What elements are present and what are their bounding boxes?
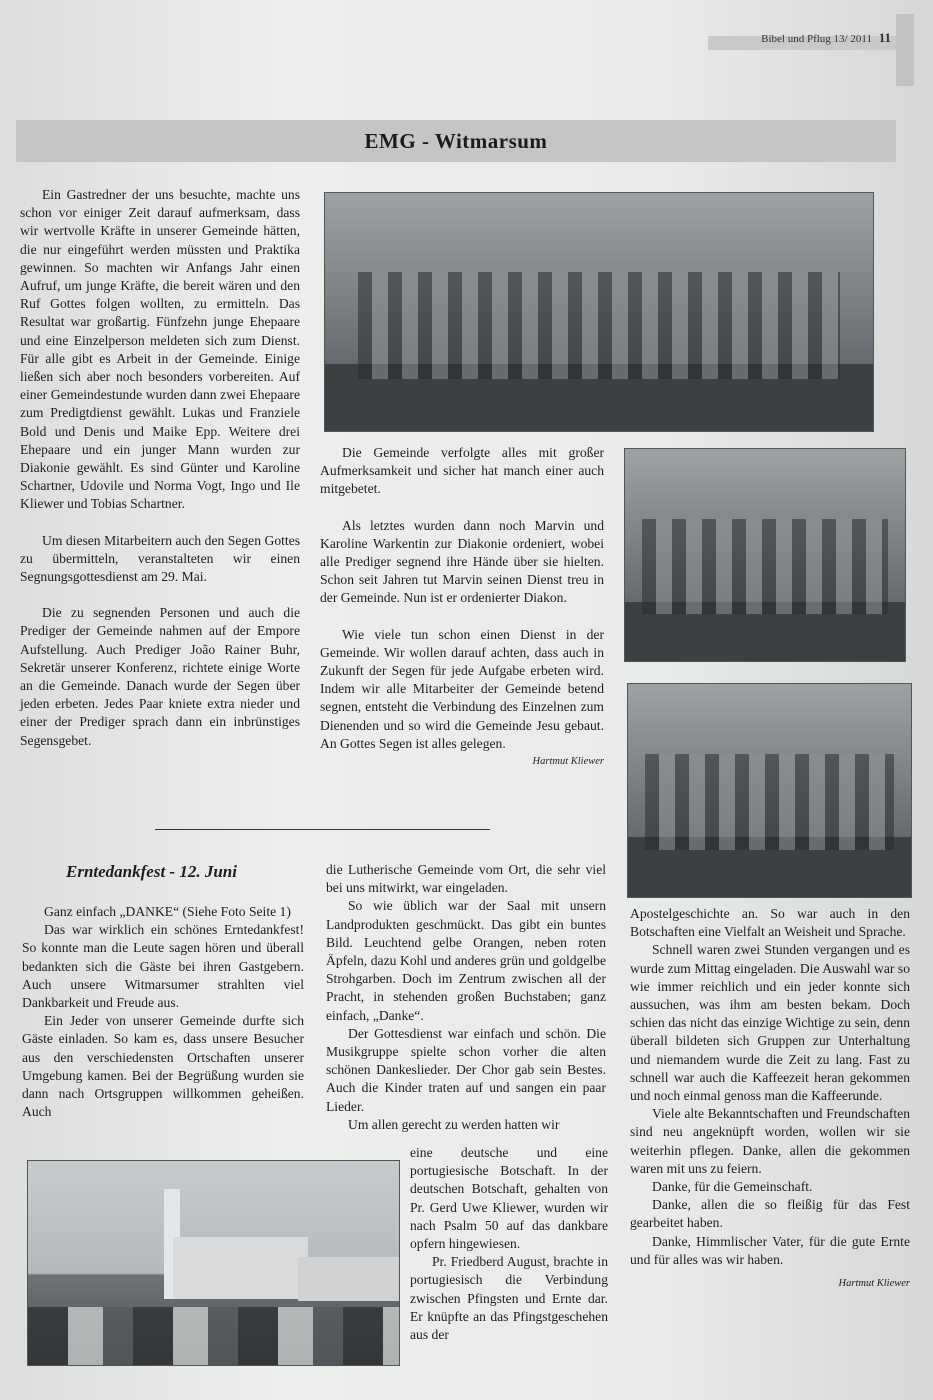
paragraph: Wie viele tun schon einen Dienst in der Gemeinde. Wir wollen darauf achten, dass auch in Zukunft der Segen für jede Aufgabe erbeten wird. Indem wir alle Mitarbeiter der Gemeinde betend segnen, entsteht die Verbindung des Einzelnen zum Dienenden und so wird die Gemeinde Jesu gebaut. An Gottes Segen ist alles gelegen. [320,626,604,751]
paragraph: Pr. Friedberd August, brachte in portugiesisch die Verbindung zwischen Pfingsten und Ernte dar. Er knüpfte an das Pfingstgeschehen aus der [410,1254,608,1343]
article2-column-2-top [326,861,606,1134]
paragraph: Danke, für die Gemeinschaft. [652,1179,813,1195]
photo-blessing-2 [627,683,912,898]
paragraph: Die zu segnenden Personen und auch die Prediger der Gemeinde nahmen auf der Empore Aufstellung. Auch Prediger João Rainer Buhr, Sekretär unserer Konferenz, richtete einige Worte an die Gemeinde. Danach wurde der Segen über jeden erbeten. Jedes Paar kniete extra nieder und einer der Prediger sprach dann ein inbrünstiges Segensgebet. [20,605,300,748]
paragraph: Viele alte Bekanntschaften und Freundschaften sind neu angeknüpft worden, wollen wir sie weiterhin pflegen. Danke, allen die gekommen waren mit uns zu feiern. [630,1106,910,1176]
paragraph: Ganz einfach „DANKE“ (Siehe Foto Seite 1) [44,904,291,919]
publication-name: Bibel und Pflug 13/ 2011 [761,33,872,45]
article2-column-2-bottom [410,1144,608,1344]
photo-blessing-1 [624,448,906,662]
paragraph: Ein Jeder von unserer Gemeinde durfte sich Gäste einladen. So kam es, dass unsere Besucher aus den verschiedensten Ortschaften unserer Umgebung kamen. Bei der Begrüßung wurden sie dann nach Ortsgruppen willkommen geheißen. Auch [22,1013,304,1120]
paragraph: Ein Gastredner der uns besuchte, machte uns schon vor einiger Zeit darauf aufmerksam, dass wir wertvolle Kräfte in unserer Gemeinde hätten, die nur eingeführt werden müssten und Praktika gewinnen. So machten wir Anfangs Jahr einen Aufruf, um junge Kräfte, die bereit wären und den Ruf Gottes folgen wollten, zu ermitteln. Das Resultat war großartig. Fünfzehn junge Ehepaare und eine Einzelperson meldeten sich zum Dienst. Für alle gibt es Arbeit in der Gemeinde. Einige ließen sich aber noch besonders vorbereiten. Auf einer Gemeindestunde wurden dann zwei Ehepaare zum Predigtdienst gewählt. Lukas und Franziele Bold und Denis und Maike Epp. Weitere drei Ehepaare und ein junger Mann wurden zur Diakonie gewählt. Es sind Günter und Karoline Schartner, Udovile und Norma Vogt, Ingo und Ile Kliewer und Tobias Schartner. [20,187,300,512]
article1-left-column [20,186,300,750]
paragraph: Schnell waren zwei Stunden vergangen und es wurde zum Mittag eingeladen. Die Auswahl war so wie immer reichlich und ein jeder konnte sich aussuchen, was ihm am besten bekam. Doch schien das nicht das einzige Wichtige zu sein, denn überall bildeten sich Gruppen zur Unterhaltung und niemandem wurde die Zeit zu lang. Fast zu schnell war auch die Kaffeezeit heran gekommen und noch einmal genoss man die Kaffeerunde. [630,942,910,1104]
paragraph: eine deutsche und eine portugiesische Botschaft. In der deutschen Botschaft, gehalten von Pr. Gerd Uwe Kliewer, wurden wir nach Psalm 50 auf das dankbare opfern hingewiesen. [410,1145,608,1252]
paragraph: Danke, allen die so fleißig für das Fest gearbeitet haben. [630,1197,910,1231]
article-title: EMG - Witmarsum [364,128,548,153]
paragraph: Die Gemeinde verfolgte alles mit großer Aufmerksamkeit und sicher hat manch einer auch mitgebetet. [320,445,604,497]
paragraph: Der Gottesdienst war einfach und schön. Die Musikgruppe spielte schon vorher die alten schönen Dankeslieder. Der Chor gab sein Bestes. Auch die Kinder traten auf und sangen ein paar Lieder. [326,1025,606,1114]
article1-right-column [320,444,604,771]
section-divider [155,829,490,830]
paragraph: Das war wirklich ein schönes Erntedankfest! So konnte man die Leute sagen hören und überall bedankten sich die Gäste bei ihren Gastgebern. Auch unsere Witmarsumer strahlten viel Dankbarkeit und Freude aus. [22,922,304,1011]
article2-title: Erntedankfest - 12. Juni [66,862,237,881]
paragraph: Danke, Himmlischer Vater, für die gute Ernte und für alles was wir haben. [630,1233,910,1267]
running-header [761,30,891,46]
photo-church [27,1160,400,1366]
author-signature: Hartmut Kliewer [838,1278,910,1290]
article2-column-3 [630,905,910,1293]
article2-column-1 [22,903,304,1121]
paragraph: Als letztes wurden dann noch Marvin und Karoline Warkentin zur Diakonie ordeniert, wobei alle Prediger segnend ihre Hände über sie hielten. Schon seit Jahren tut Marvin seinen Dienst treu in der Gemeinde. Nun ist er ordenierter Diakon. [320,517,604,606]
paragraph: Apostelgeschichte an. So war auch in den Botschaften eine Vielfalt an Weisheit und Sprache. [630,906,910,940]
paragraph: Um allen gerecht zu werden hatten wir [348,1116,560,1132]
paragraph: die Lutherische Gemeinde vom Ort, die sehr viel bei uns mitwirkt, war eingeladen. [326,862,606,896]
article-title-bar [16,120,896,162]
author-signature: Hartmut Kliewer [532,756,604,768]
photo-group-on-stage [324,192,874,432]
page-number: 11 [878,30,891,45]
paragraph: Um diesen Mitarbeitern auch den Segen Gottes zu übermitteln, veranstalteten wir einen Segnungsgottesdienst am 29. Mai. [20,532,300,585]
page-tab-marker [896,14,914,86]
paragraph: So wie üblich war der Saal mit unsern Landprodukten geschmückt. Das gibt ein buntes Bild. Leuchtend gelbe Orangen, neben roten Äpfeln, dazu Kohl und anderes grün und goldgelbe Strohgarben. Doch im Zentrum zwischen all der Pracht, in stehenden großen Buchstaben; ganz einfach, „Danke“. [326,898,606,1023]
